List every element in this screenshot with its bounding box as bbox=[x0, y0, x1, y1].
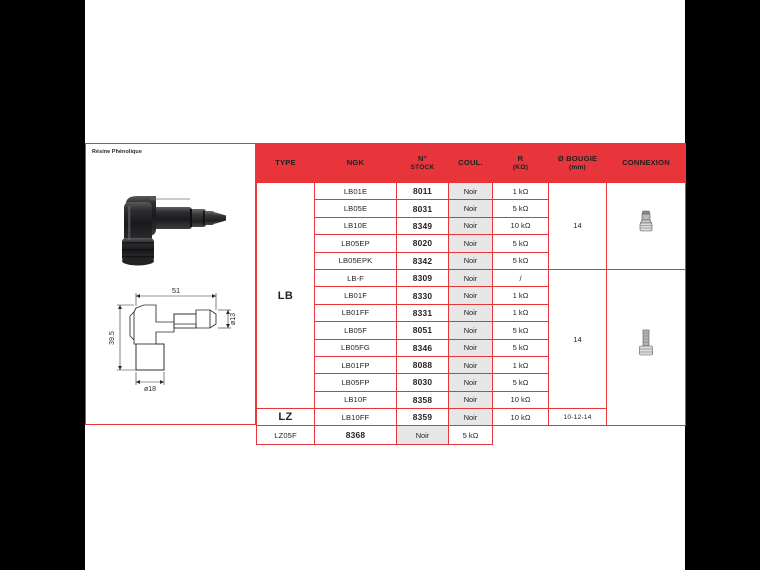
stock-number: 8031 bbox=[397, 200, 449, 217]
resistance-value: 5 kΩ bbox=[449, 426, 493, 445]
header-stock-line2: STOCK bbox=[410, 163, 435, 171]
ngk-reference: LB01FF bbox=[315, 304, 397, 321]
colour-value: Noir bbox=[449, 183, 493, 200]
stock-number: 8088 bbox=[397, 356, 449, 373]
resistance-value: 5 kΩ bbox=[493, 339, 549, 356]
resistance-value: 10 kΩ bbox=[493, 217, 549, 234]
type-group-lz: LZ bbox=[257, 409, 315, 426]
ngk-reference: LB05EP bbox=[315, 235, 397, 252]
dim-bottom-diameter: ø18 bbox=[143, 386, 157, 393]
ngk-reference: LB05F bbox=[315, 322, 397, 339]
stock-number: 8051 bbox=[397, 322, 449, 339]
product-photo bbox=[104, 186, 239, 274]
header-resistance-line1: R bbox=[517, 154, 524, 164]
colour-value: Noir bbox=[449, 287, 493, 304]
ngk-reference: LB05FP bbox=[315, 374, 397, 391]
colour-value: Noir bbox=[449, 304, 493, 321]
table-body bbox=[257, 183, 686, 445]
resistance-value: 5 kΩ bbox=[493, 374, 549, 391]
stock-number: 8030 bbox=[397, 374, 449, 391]
table-row bbox=[257, 426, 686, 445]
resistance-value: 5 kΩ bbox=[493, 252, 549, 269]
dim-height: 39.5 bbox=[109, 331, 116, 345]
table-row bbox=[257, 269, 686, 286]
type-group-lb: LB bbox=[257, 183, 315, 409]
resistance-value: 5 kΩ bbox=[493, 322, 549, 339]
stock-number: 8020 bbox=[397, 235, 449, 252]
colour-value: Noir bbox=[397, 426, 449, 445]
dim-right-diameter: ø13 bbox=[230, 312, 237, 326]
resistance-value: 1 kΩ bbox=[493, 287, 549, 304]
resistance-value: 10 kΩ bbox=[493, 409, 549, 426]
ngk-reference: LB01FP bbox=[315, 356, 397, 373]
header-stock-line1: N° bbox=[418, 154, 427, 164]
colour-value: Noir bbox=[449, 356, 493, 373]
stock-number: 8359 bbox=[397, 409, 449, 426]
specification-table-wrapper bbox=[256, 143, 685, 441]
ngk-reference: LB-F bbox=[315, 269, 397, 286]
stock-number: 8342 bbox=[397, 252, 449, 269]
plug-diameter-value: 10-12-14 bbox=[549, 409, 607, 426]
ngk-reference: LB05EPK bbox=[315, 252, 397, 269]
resistance-value: 1 kΩ bbox=[493, 356, 549, 373]
header-diameter-line1: Ø BOUGIE bbox=[557, 154, 598, 164]
ngk-reference: LB01F bbox=[315, 287, 397, 304]
resistance-value: / bbox=[493, 269, 549, 286]
colour-value: Noir bbox=[449, 409, 493, 426]
stock-number: 8368 bbox=[315, 426, 397, 445]
resistance-value: 1 kΩ bbox=[493, 304, 549, 321]
colour-value: Noir bbox=[449, 374, 493, 391]
colour-value: Noir bbox=[449, 339, 493, 356]
product-sheet bbox=[85, 140, 685, 441]
stock-number: 8331 bbox=[397, 304, 449, 321]
resistance-value: 5 kΩ bbox=[493, 200, 549, 217]
header-ngk: NGK bbox=[315, 144, 397, 183]
ngk-reference: LB05FG bbox=[315, 339, 397, 356]
plug-diameter-value: 14 bbox=[549, 269, 607, 408]
stock-number: 8346 bbox=[397, 339, 449, 356]
resistance-value: 5 kΩ bbox=[493, 235, 549, 252]
header-diameter bbox=[549, 144, 607, 183]
technical-drawing bbox=[100, 284, 245, 416]
colour-value: Noir bbox=[449, 200, 493, 217]
colour-value: Noir bbox=[449, 269, 493, 286]
datasheet-page bbox=[85, 0, 685, 570]
colour-value: Noir bbox=[449, 252, 493, 269]
header-resistance-line2: (KΩ) bbox=[512, 163, 529, 171]
table-row bbox=[257, 183, 686, 200]
header-connexion: CONNEXION bbox=[607, 144, 686, 183]
ngk-reference: LB01E bbox=[315, 183, 397, 200]
stock-number: 8330 bbox=[397, 287, 449, 304]
header-resistance bbox=[493, 144, 549, 183]
ngk-reference: LB10FF bbox=[315, 409, 397, 426]
ngk-reference: LB10E bbox=[315, 217, 397, 234]
header-stock bbox=[397, 144, 449, 183]
ngk-reference: LB10F bbox=[315, 391, 397, 408]
material-label: Résine Phénolique bbox=[92, 149, 142, 155]
stock-number: 8011 bbox=[397, 183, 449, 200]
colour-value: Noir bbox=[449, 391, 493, 408]
stock-number: 8349 bbox=[397, 217, 449, 234]
threaded-post-icon bbox=[607, 269, 686, 426]
resistance-value: 10 kΩ bbox=[493, 391, 549, 408]
ngk-reference: LZ05F bbox=[257, 426, 315, 445]
colour-value: Noir bbox=[449, 322, 493, 339]
illustration-panel bbox=[85, 143, 256, 425]
plug-diameter-value: 14 bbox=[549, 183, 607, 270]
terminal-cap-icon bbox=[607, 183, 686, 270]
header-diameter-line2: (mm) bbox=[569, 163, 586, 171]
colour-value: Noir bbox=[449, 217, 493, 234]
specification-table bbox=[256, 143, 686, 445]
dim-length: 51 bbox=[171, 286, 181, 295]
header-type: TYPE bbox=[257, 144, 315, 183]
stock-number: 8358 bbox=[397, 391, 449, 408]
resistance-value: 1 kΩ bbox=[493, 183, 549, 200]
ngk-reference: LB05E bbox=[315, 200, 397, 217]
colour-value: Noir bbox=[449, 235, 493, 252]
table-header-row bbox=[257, 144, 686, 183]
header-couleur: COUL. bbox=[449, 144, 493, 183]
stock-number: 8309 bbox=[397, 269, 449, 286]
